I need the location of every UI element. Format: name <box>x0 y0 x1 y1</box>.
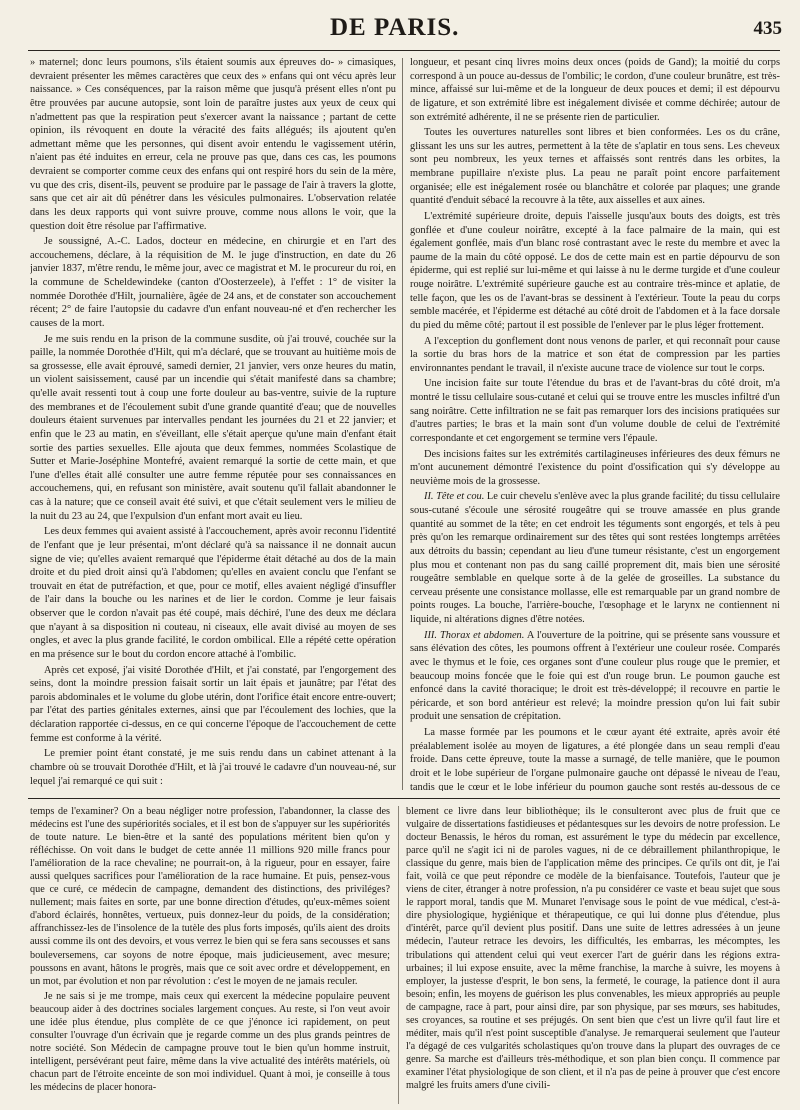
paragraph: temps de l'examiner? On a beau négliger notre profession, l'abandonner, la classe des médecins est l'une des supériorités sociales, et il est bon de s'appuyer sur les supériorités de toute nature. Le bien-être et la santé des populations méritent bien qu'on y réfléchisse. On voit dans le budget de cette année 11 millions 920 mille francs pour l'amélioration de la race chevaline; ne pourrait-on, à la rigueur, pour en essayer, faire aussi quelques sacrifices pour l'amélioration de la race humaine. Et puis, pensez-vous que ce curé, ce médecin de campagne, demandent des distinctions, des priviléges? nullement; mais faites en sorte, par une bonne direction d'études, qu'eux-mêmes soient d'abord éclairés, honnêtes, vertueux, puis donnez-leur du poids, de la considération; affranchissez-les de l'insolence de la tutèle des plus forts imposés, qu'ils aient des droits aussi comme ils ont des devoirs, et vous verrez le bien qui se fera sans secousses et sans bouleversemens, car soyons de notre époque, mais judicieusement, avec mesure; poussons en avant, hâtons le progrès, mais que ce soit avec ordre et développement, en un mot, par évolution et non par révolution : c'est le moyen de ne jamais reculer. <box>30 806 390 987</box>
paragraph: Des incisions faites sur les extrémités cartilagineuses inférieures des deux fémurs ne m'ont aucunement démontré l'existence du point d'ossification qui s'y développe au neuvième mois de la grossesse. <box>410 448 780 487</box>
paragraph: A l'exception du gonflement dont nous venons de parler, et qui reconnaît pour cause la sortie du bras hors de la matrice et son état de compression par les parties environnantes pendant le travail, il n'existe aucune trace de violence sur tout le corps. <box>410 335 780 374</box>
section-text: A l'ouverture de la poitrine, qui se présente sans voussure et sans élévation des côtes, les poumons offrent à l'extérieur une couleur rosée. Comparés avec le thymus et le foie, ces organes sont d'une couleur plus rouge que le premier, et beaucoup moins foncée que le foie qui est d'un rouge brun. Le poumon gauche est enfoncé dans la cavité thoracique; le droit est très-développé; il recouvre en partie le péricarde, et son bord antérieur est relevé; la moindre pression qu'on lui fait subir produit une sensation de crépitation. <box>410 629 780 723</box>
column-divider <box>402 58 403 790</box>
feuilleton-column-right <box>406 805 780 1105</box>
paragraph: » maternel; donc leurs poumons, s'ils étaient soumis aux épreuves do- » cimasiques, devraient présenter les mêmes caractères que ceux des » enfans qui ont vécu après leur naissance. » Ces conséquences, par la raison même que jusqu'à présent elles n'ont pu être prouvées par aucune autopsie, sont loin de paraître justes aux yeux de ceux qui n'admettent pas que la respiration peut s'exercer avant la naissance ; partant de cette opinion, ils révoquent en doute la véracité des faits allégués; ils ajoutent qu'en admettant même que les personnes, qui disent avoir entendu le vagissement utérin, n'aient pas été induites en erreur, cela ne prouve pas que, dans ces cas, les poumons devraient se comporter comme ceux des enfans qui ont respiré hors du sein de la mère, vu que des cris, disent-ils, peuvent se produire par le passage de l'air à travers la glotte, sans que cet air ait dû pénétrer dans les vésicules pulmonaires. L'observation relatée dans les deux rapports qui vont suivre prouve, comme nous allons le voir, que la question doit être résolue par l'affirmative. <box>30 57 396 232</box>
paragraph <box>410 490 780 626</box>
paragraph: longueur, et pesant cinq livres moins deux onces (poids de Gand); la moitié du corps correspond à un pouce au-dessus de l'ombilic; le cordon, d'une couleur brunâtre, est très-mince, affaissé sur lui-même et de la longueur de deux pouces et demi; il est dépourvu de ligature, et son extrémité libre est inégalement divisée et comme déchirée; autour de son extrémité adhérente, il ne se présente rien de particulier. <box>410 57 780 123</box>
section-separator <box>28 798 780 799</box>
section-text: Le cuir chevelu s'enlève avec la plus grande facilité; du tissu cellulaire sous-cutané s'écoule une sérosité rougeâtre qui se trouve amassée en plus grande quantité au sommet de la tête; en cet endroit les téguments sont engorgés, et tels à peu près qu'on les remarque ordinairement sur des têtes qui sont restées longtemps arrêtées aux détroits du bassin; cependant au lieu d'une tumeur résistante, c'est un engorgement plus mou et contenant non pas du sang caillé proprement dit, mais bien une sérosité rougeâtre semblable en quelque sorte à de la gelée de groseilles. La substance du cerveau présente une consistance mollasse, elle est remarquable par un grand nombre de points rouges. La bouche, l'arrière-bouche, l'œsophage et le larynx ne contiennent ni liquide, ni altérations dignes d'être notées. <box>410 491 780 625</box>
paragraph: L'extrémité supérieure droite, depuis l'aisselle jusqu'aux bouts des doigts, est très gonflée et d'une couleur noirâtre, excepté à la face palmaire de la main, qui est également gonflée, mais d'un blanc rosé contrastant avec le reste du membre et avec la paume de la main du côté opposé. Le dos de cette main est en partie dépourvu de son épiderme, qui est replié sur lui-même et qui laisse à nu le derme turgide et d'une couleur rouge noirâtre. L'extrémité supérieure gauche est au contraire très-mince et aplatie, de telle façon, que les os de l'avant-bras se dessinent à l'extérieur. Toute la peau du corps semble macérée, et l'épiderme est détaché au côté droit de l'abdomen et à la face dorsale du pied du même côté; partout il est possible de l'enlever par le plus léger frottement. <box>410 210 780 331</box>
paragraph: Je ne sais si je me trompe, mais ceux qui exercent la médecine populaire peuvent beaucoup aider à des doctrines sociales largement conçues. Au reste, si l'on veut avoir une idée plus étendue, plus complète de ce que j'énonce ici rapidement, on peut consulter l'ouvrage d'un écrivain que je regarde comme un des plus grands peintres de notre société. Son Médecin de campagne prouve tout le bien qu'un homme instruit, intelligent, persévérant peut faire, même dans la vive actualité des intérêts matériels, où chacun part de l'étroite enceinte de son moi individuel. Quant à moi, je conseille à tous les médecins de placer honora- <box>30 990 390 1093</box>
paragraph: Le premier point étant constaté, je me suis rendu dans un cabinet attenant à la chambre où se trouvait Dorothée d'Hilt, et là j'ai trouvé le cadavre d'un nouveau-né, sur lequel j'ai remarqué ce qui suit : <box>30 748 396 787</box>
report-column-right <box>410 56 780 791</box>
column-divider <box>398 806 399 1104</box>
paragraph: La masse formée par les poumons et le cœur ayant été extraite, après avoir été préalablement isolée au moyen de ligatures, a été plongée dans un seau rempli d'eau froide. Dans cette épreuve, toute la masse a surnagé, de telle manière, que le poumon droit et le lobe supérieur de l'organe pulmonaire gauche ont dépassé le niveau de l'eau, tandis que le cœur et le lobe inférieur du poumon gauche sont restés au-dessous de ce <box>410 727 780 791</box>
paragraph <box>30 790 396 791</box>
paragraph: Une incision faite sur toute l'étendue du bras et de l'avant-bras du côté droit, m'a montré le tissu cellulaire sous-cutané et celui qui se trouve entre les muscles infiltré d'un sang noirâtre. Cette infiltration ne se fait pas remarquer lors des incisions pratiquées sur d'autres parties; le bras et la main sont d'un volume double de celui de l'extrémité correspondante et cet engorgement se termine vers l'épaule. <box>410 378 780 444</box>
paragraph: Les deux femmes qui avaient assisté à l'accouchement, après avoir reconnu l'identité de l'enfant que je leur présentai, m'ont déclaré qu'à sa naissance il ne donnait aucun signe de vie; qu'elles avaient remarqué que l'épiderme était détaché au dos de la main droite et du pied droit ainsi qu'à l'abdomen; qu'elles en avaient conclu que l'enfant se trouvait en état de putréfaction, et que, pour ce motif, elles avaient négligé d'insuffler de l'air dans la bouche ou les narines et de lier le cordon. Comme je leur faisais observer que le cordon n'avait pas été coupé, mais déchiré, l'une des deux me déclara que n'ayant à sa disposition ni couteau, ni ciseaux, elle avait divisé au moyen de ses ongles, et avec la plus grande facilité, le cordon ombilical. Elle a répété cette opération en ma présence sur le bout du cordon encore attaché à l'ombilic. <box>30 526 396 660</box>
paragraph: blement ce livre dans leur bibliothèque; ils le consulteront avec plus de fruit que ce vulgaire de dissertations fastidieuses et pédantesques sur les devoirs de notre profession. Le docteur Benassis, le héros du roman, est assurément le type du médecin par excellence, parce qu'il ne s'agit ici ni de paroles vagues, ni de ce débraillement philanthropique, le classique du genre, mais bien de l'application même des principes. Ce qu'ils ont dit, je l'ai fait, voilà ce que peut répondre ce modèle de la bienfaisance. Toutefois, l'auteur que je viens de citer, étranger à notre profession, n'a pu considérer ce vaste et beau sujet que sous le rapport moral, tandis que M. Munaret l'envisage sous le point de vue médical, c'est-à-dire physiologique, hygiénique et thérapeutique, ce qui lui donne plus d'étendue, plus d'intérêt, parce qu'il devient plus positif. Dans une suite de lettres adressées à un jeune médecin, l'auteur retrace les devoirs, les difficultés, les embarras, les mécomptes, les tribulations qui attendent celui qui veut exercer l'art de guérir dans les régions extra-urbaines; il lui expose ensuite, avec la même franchise, la marche à suivre, les moyens à employer, la justesse d'esprit, le bon sens, la fermeté, le courage, la patience dont il aura besoin; enfin, les moyens de guérison les plus convenables, les mieux appropriés au peuple de campagne, race à part, pour ainsi dire, par son physique, par ses mœurs, ses habitudes, ses croyances, sa routine et ses préjugés. On sent bien que c'est un livre qu'il faut lire et méditer, mais qu'il n'est point susceptible d'analyse. Je remarquerai seulement que l'auteur l'a dégagé de ces vulgarités scholastiques qu'on trouve dans la plupart des ouvrages de ce genre. Sa marche est d'ailleurs très-méthodique, et son plan bien conçu. Il commence par examiner l'état physiologique de son client, et il n'a pas de peine à prouver que c'est encore malgré les fruits amers d'une civili- <box>406 806 780 1091</box>
feuilleton-column-left <box>30 805 390 1105</box>
paragraph: Je soussigné, A.-C. Lados, docteur en médecine, en chirurgie et en l'art des accouchemens, déclare, à la réquisition de M. le juge d'instruction, en date du 26 janvier 1837, m'être rendu, le même jour, avec ce magistrat et M. le procureur du roi, en la commune de Scheldewindeke (canton d'Oosterzeele), à l'effet : 1° de visiter la nommée Dorothée d'Hilt, journalière, âgée de 24 ans, et de constater son accouchement récent; 2° de faire l'autopsie du cadavre d'un enfant nouveau-né et d'en rechercher les causes de la mort. <box>30 236 396 329</box>
paragraph <box>410 629 780 724</box>
report-column-left <box>30 56 396 791</box>
section-title: III. Thorax et abdomen. <box>424 629 525 641</box>
paragraph: Je me suis rendu en la prison de la commune susdite, où j'ai trouvé, couchée sur la paille, la nommée Dorothée d'Hilt, qui m'a déclaré, que se trouvant au huitième mois de sa grossesse, elle avait éprouvé, samedi dernier, 21 janvier, vers onze heures du matin, un violent saisissement, causé par un incendie qui s'était manifesté dans sa chambre; qu'elle avait ressenti tout à coup une forte douleur au bas-ventre, suivie de la rupture des membranes et de l'écoulement subit d'une grande quantité d'eau; que de nouvelles douleurs étaient survenues par intervalles pendant les journées du 21 et 22 janvier; et enfin que le 23 au matin, en s'éveillant, elle s'était aperçue qu'une main d'enfant était sortie des parties sexuelles. Elle ajouta que deux femmes, nommées Scolastique de Sutter et Marie-Joséphine Montefré, avaient remarqué la sortie de cette main, et que l'une d'elles était allé consulter une autre femme réputée pour ses connaissances en accouchemens, qui, en refusant son ministère, avait soutenu qu'il fallait abandonner le cas à la nature; que ce conseil avait été suivi, et que c'était seulement vers le milieu de la nuit du 23 au 24, que l'expulsion d'un enfant mort avait eu lieu. <box>30 333 396 522</box>
paragraph: Après cet exposé, j'ai visité Dorothée d'Hilt, et j'ai constaté, par l'engorgement des seins, dont la moindre pression faisait sortir un lait épais et jaunâtre; par l'état des parois abdominales et le volume du globe utérin, dont l'orifice était encore entre-ouvert; par l'état des parties génitales externes, ainsi que par l'écoulement des lochies, que la déclaration rapportée ci-dessus, en ce qui concerne l'époque de l'accouchement de cette femme est conforme à la vérité. <box>30 664 396 744</box>
running-head <box>0 14 800 48</box>
section-title: II. Tête et cou. <box>424 491 485 503</box>
header-rule <box>28 50 780 51</box>
running-title: DE PARIS. <box>330 14 460 41</box>
page-number: 435 <box>753 18 782 39</box>
paragraph: Toutes les ouvertures naturelles sont libres et bien conformées. Les os du crâne, glissant les uns sur les autres, permettent à la tête de s'aplatir en tous sens. Les cheveux sont peu nombreux, les yeux ternes et affaissés sont rentrés dans les orbites, la membrane pupillaire n'existe plus. La peau ne paraît point encore parfaitement organisée; elle est inégalement rosée ou blanchâtre et colorée par plaques; une grande quantité d'enduit sébacé la recouvre à la tête, aux aisselles et aux aines. <box>410 127 780 207</box>
